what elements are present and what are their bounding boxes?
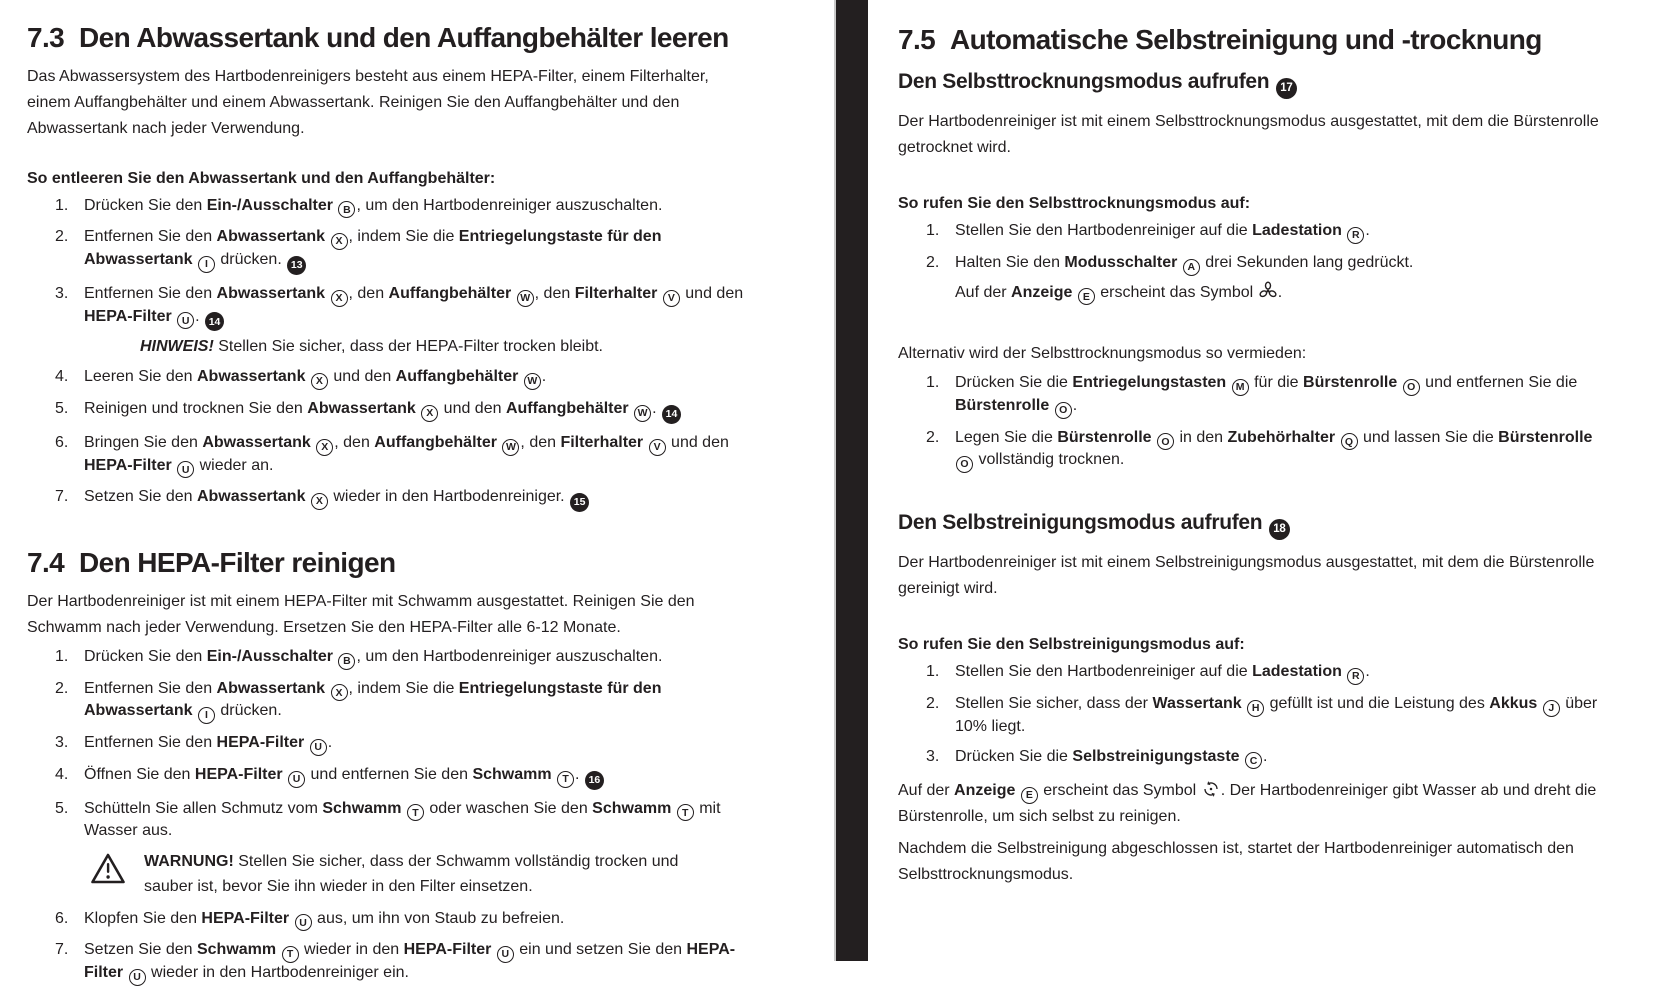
cleaning-closing: Nachdem die Selbstreinigung abgeschlossen ist, startet der Hartbodenreiniger automatisch den Selbsttrocknungsmodus. xyxy=(898,840,1574,884)
circled-letter-ref: T xyxy=(677,804,694,821)
circled-letter-ref: U xyxy=(129,969,146,986)
figure-number-badge: 14 xyxy=(662,405,681,424)
step-item: Öffnen Sie den HEPA-Filter U und entfernen Sie den Schwamm T . 16 xyxy=(55,765,745,790)
warning-text: WARNUNG! Stellen Sie sicher, dass der Schwamm vollständig trocken und sauber ist, bevor Sie ihn wieder in den Filter einsetzen. xyxy=(144,853,679,895)
step-item: Stellen Sie den Hartbodenreiniger auf die Ladestation R . xyxy=(926,221,1607,244)
circled-letter-ref: X xyxy=(421,405,438,422)
figure-number-badge: 13 xyxy=(287,256,306,275)
circled-letter-ref: H xyxy=(1247,700,1264,717)
hinweis-note: HINWEIS! Stellen Sie sicher, dass der HEPA-Filter trocken bleibt. xyxy=(140,338,603,356)
cleaning-result: Auf der Anzeige E erscheint das Symbol . Der Hartbodenreiniger gibt Wasser ab und dreht die Bürstenrolle, um sich selbst zu reinigen. xyxy=(898,778,1607,830)
step-item: Setzen Sie den Schwamm T wieder in den HEPA-Filter U ein und setzen Sie den HEPA-Filter U wieder in den Hartbodenreiniger ein. xyxy=(55,940,745,986)
step-item: Entfernen Sie den HEPA-Filter U . xyxy=(55,733,745,756)
circled-letter-ref: I xyxy=(198,256,215,273)
section-7-3-intro: Das Abwassersystem des Hartbodenreinigers besteht aus einem HEPA-Filter, einem Filterhalter, einem Auffangbehälter und einem Abwassertank. Reinigen Sie den Auffangbehälter und den Abwassertank nach jeder Verwendung. xyxy=(27,68,709,137)
circled-letter-ref: X xyxy=(331,290,348,307)
step-item: Entfernen Sie den Abwassertank X , indem Sie die Entriegelungstaste für den Abwassertank I drücken. 13 xyxy=(55,227,745,275)
section-7-3-steps-heading: So entleeren Sie den Abwassertank und den Auffangbehälter: xyxy=(27,169,496,187)
section-number: 7.3 xyxy=(27,22,65,53)
self-clean-rotation-icon xyxy=(1201,779,1221,799)
circled-letter-ref: Q xyxy=(1341,433,1358,450)
section-7-5-heading xyxy=(898,24,1607,56)
page-gutter-divider xyxy=(834,0,868,961)
step-item: Drücken Sie die Selbstreinigungstaste C . xyxy=(926,747,1607,770)
circled-letter-ref: T xyxy=(557,771,574,788)
circled-letter-ref: T xyxy=(407,804,424,821)
step-item: Halten Sie den Modusschalter A drei Sekunden lang gedrückt. Auf der Anzeige E erscheint das Symbol . xyxy=(926,253,1607,306)
circled-letter-ref: B xyxy=(338,653,355,670)
circled-letter-ref: B xyxy=(338,201,355,218)
figure-number-badge: 15 xyxy=(570,493,589,512)
circled-letter-ref: U xyxy=(295,914,312,931)
cleaning-steps-heading: So rufen Sie den Selbstreinigungsmodus auf: xyxy=(898,636,1245,654)
step-item: Schütteln Sie allen Schmutz vom Schwamm T oder waschen Sie den Schwamm T mit Wasser aus. WARNUNG! Stellen Sie sicher, dass der Schwamm vollständig trocken und sauber ist, bevor Sie ihn wieder in den Filter einsetzen. xyxy=(55,799,745,900)
circled-letter-ref: X xyxy=(311,493,328,510)
circled-letter-ref: W xyxy=(517,290,534,307)
step-item: Bringen Sie den Abwassertank X , den Auffangbehälter W , den Filterhalter V und den HEPA-Filter U wieder an. xyxy=(55,433,745,479)
figure-number-badge: 14 xyxy=(205,312,224,331)
circled-letter-ref: O xyxy=(956,456,973,473)
cleaning-mode-intro: Der Hartbodenreiniger ist mit einem Selbstreinigungsmodus ausgestattet, mit dem die Bürstenrolle gereinigt wird. xyxy=(898,554,1595,598)
alt-drying-heading: Alternativ wird der Selbsttrocknungsmodus so vermieden: xyxy=(898,345,1307,363)
drying-steps xyxy=(926,221,1607,305)
section-title: Den HEPA-Filter reinigen xyxy=(79,547,396,579)
figure-number-badge: 18 xyxy=(1269,519,1290,540)
figure-number-badge: 16 xyxy=(585,771,604,790)
circled-letter-ref: W xyxy=(502,439,519,456)
circled-letter-ref: M xyxy=(1232,379,1249,396)
cleaning-steps xyxy=(926,662,1607,769)
circled-letter-ref: U xyxy=(177,312,194,329)
step-item: Klopfen Sie den HEPA-Filter U aus, um ihn von Staub zu befreien. xyxy=(55,909,745,932)
circled-letter-ref: X xyxy=(311,373,328,390)
circled-letter-ref: C xyxy=(1245,752,1262,769)
step-item: Entfernen Sie den Abwassertank X , indem Sie die Entriegelungstaste für den Abwassertank I drücken. xyxy=(55,679,745,725)
drying-mode-intro: Der Hartbodenreiniger ist mit einem Selbsttrocknungsmodus ausgestattet, mit dem die Bürstenrolle getrocknet wird. xyxy=(898,113,1599,157)
circled-letter-ref: E xyxy=(1078,288,1095,305)
step-item: Drücken Sie den Ein-/Ausschalter B , um den Hartbodenreiniger auszuschalten. xyxy=(55,196,745,219)
step-item: Reinigen und trocknen Sie den Abwassertank X und den Auffangbehälter W . 14 xyxy=(55,399,745,424)
figure-number-badge: 17 xyxy=(1276,78,1297,99)
step-item: Drücken Sie den Ein-/Ausschalter B , um den Hartbodenreiniger auszuschalten. xyxy=(55,647,745,670)
warning-triangle-icon xyxy=(90,852,126,885)
drying-steps-heading: So rufen Sie den Selbsttrocknungsmodus auf: xyxy=(898,195,1251,213)
circled-letter-ref: W xyxy=(634,405,651,422)
step-item: Entfernen Sie den Abwassertank X , den Auffangbehälter W , den Filterhalter V und den HEPA-Filter U . 14 HINWEIS! Stellen Sie sicher, dass der HEPA-Filter trocken bleibt. xyxy=(55,284,745,358)
section-7-3-steps xyxy=(55,196,745,512)
circled-letter-ref: E xyxy=(1021,787,1038,804)
circled-letter-ref: U xyxy=(288,771,305,788)
cleaning-mode-heading: Den Selbstreinigungsmodus aufrufen 18 xyxy=(898,511,1607,540)
circled-letter-ref: X xyxy=(331,233,348,250)
section-7-4-intro: Der Hartbodenreiniger ist mit einem HEPA-Filter mit Schwamm ausgestattet. Reinigen Sie den Schwamm nach jeder Verwendung. Ersetzen Sie den HEPA-Filter alle 6-12 Monate. xyxy=(27,593,695,636)
circled-letter-ref: X xyxy=(331,684,348,701)
circled-letter-ref: U xyxy=(310,739,327,756)
circled-letter-ref: O xyxy=(1157,433,1174,450)
step-item: Setzen Sie den Abwassertank X wieder in den Hartbodenreiniger. 15 xyxy=(55,487,745,512)
section-number: 7.4 xyxy=(27,547,65,579)
manual-page-right xyxy=(868,0,1653,961)
circled-letter-ref: T xyxy=(282,946,299,963)
section-7-4-steps xyxy=(55,647,745,986)
circled-letter-ref: U xyxy=(177,461,194,478)
circled-letter-ref: U xyxy=(497,946,514,963)
step-item: Drücken Sie die Entriegelungstasten M für die Bürstenrolle O und entfernen Sie die Bürstenrolle O . xyxy=(926,373,1607,419)
fan-icon xyxy=(1258,281,1278,301)
circled-letter-ref: O xyxy=(1403,379,1420,396)
circled-letter-ref: A xyxy=(1183,259,1200,276)
warning-block xyxy=(90,850,730,900)
step-item: Legen Sie die Bürstenrolle O in den Zubehörhalter Q und lassen Sie die Bürstenrolle O vollständig trocknen. xyxy=(926,428,1607,474)
section-7-4-heading xyxy=(27,547,800,579)
section-title: Den Abwassertank und den Auffangbehälter leeren xyxy=(79,22,729,53)
display-symbol-note: Auf der Anzeige E erscheint das Symbol . xyxy=(955,281,1607,306)
step-item: Stellen Sie den Hartbodenreiniger auf die Ladestation R . xyxy=(926,662,1607,685)
alt-drying-steps xyxy=(926,373,1607,473)
section-7-3-heading xyxy=(27,22,800,54)
circled-letter-ref: R xyxy=(1347,668,1364,685)
step-item: Stellen Sie sicher, dass der Wassertank H gefüllt ist und die Leistung des Akkus J über 10% liegt. xyxy=(955,695,1598,735)
circled-letter-ref: I xyxy=(198,707,215,724)
circled-letter-ref: X xyxy=(316,439,333,456)
drying-mode-heading: Den Selbsttrocknungsmodus aufrufen 17 xyxy=(898,70,1607,99)
section-title: Automatische Selbstreinigung und -trocknung xyxy=(950,24,1542,55)
circled-letter-ref: R xyxy=(1347,227,1364,244)
circled-letter-ref: J xyxy=(1543,700,1560,717)
step-item: Leeren Sie den Abwassertank X und den Auffangbehälter W . xyxy=(55,367,745,390)
circled-letter-ref: W xyxy=(524,373,541,390)
section-number: 7.5 xyxy=(898,24,936,55)
circled-letter-ref: V xyxy=(649,439,666,456)
circled-letter-ref: V xyxy=(663,290,680,307)
circled-letter-ref: O xyxy=(1055,402,1072,419)
